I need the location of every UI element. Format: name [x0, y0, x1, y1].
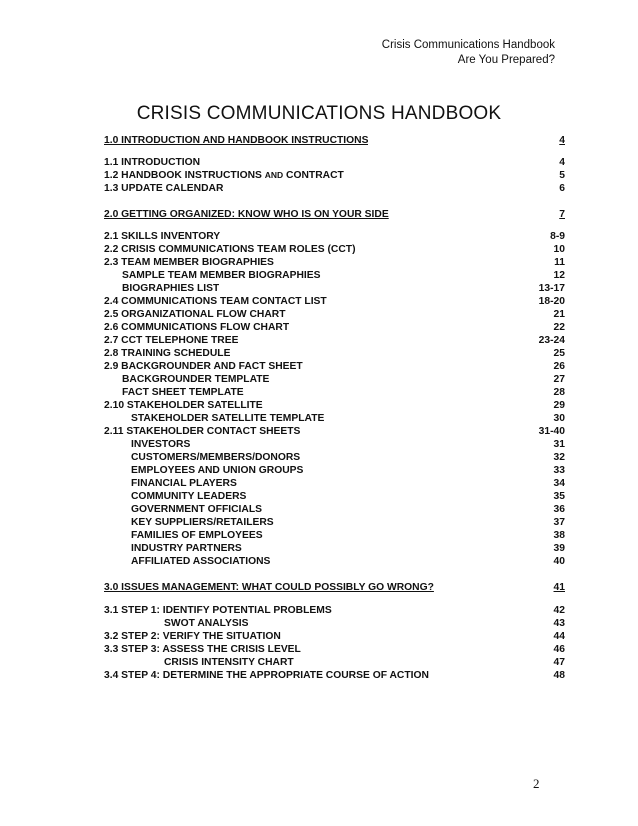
toc-entry[interactable]: 3.2 STEP 2: VERIFY THE SITUATION 44 [104, 631, 565, 642]
toc-entry[interactable]: KEY SUPPLIERS/RETAILERS 37 [131, 517, 565, 528]
toc-entry[interactable]: 2.5 ORGANIZATIONAL FLOW CHART 21 [104, 309, 565, 320]
toc-entry[interactable]: 1.3 UPDATE CALENDAR 6 [104, 183, 565, 194]
toc-entry[interactable]: COMMUNITY LEADERS 35 [131, 491, 565, 502]
toc-entry[interactable]: INDUSTRY PARTNERS 39 [131, 543, 565, 554]
toc-entry[interactable]: GOVERNMENT OFFICIALS 36 [131, 504, 565, 515]
toc-entry[interactable]: 2.2 CRISIS COMMUNICATIONS TEAM ROLES (CCT) 10 [104, 244, 565, 255]
header-subtitle: Are You Prepared? [457, 54, 555, 66]
running-header [382, 38, 555, 68]
page-number: 2 [533, 776, 540, 791]
toc-entry[interactable]: 2.1 SKILLS INVENTORY 8-9 [104, 231, 565, 242]
toc-entry[interactable]: 2.10 STAKEHOLDER SATELLITE 29 [104, 400, 565, 411]
toc-entry[interactable]: EMPLOYEES AND UNION GROUPS 33 [131, 465, 565, 476]
header-title: Crisis Communications Handbook [381, 39, 555, 51]
toc-section-2[interactable]: 2.0 GETTING ORGANIZED: KNOW WHO IS ON YOUR SIDE 7 [104, 209, 565, 220]
toc-entry[interactable]: CRISIS INTENSITY CHART 47 [164, 657, 565, 668]
toc-entry[interactable]: INVESTORS 31 [131, 439, 565, 450]
toc-entry[interactable]: SWOT ANALYSIS 43 [164, 618, 565, 629]
toc-entry[interactable]: BIOGRAPHIES LIST 13-17 [122, 283, 565, 294]
toc-label: 1.0 INTRODUCTION AND HANDBOOK INSTRUCTIONS [104, 135, 369, 146]
page-title: CRISIS COMMUNICATIONS HANDBOOK [136, 103, 502, 124]
toc-entry[interactable]: SAMPLE TEAM MEMBER BIOGRAPHIES 12 [122, 270, 565, 281]
toc-entry[interactable]: FAMILIES OF EMPLOYEES 38 [131, 530, 565, 541]
toc-entry[interactable]: STAKEHOLDER SATELLITE TEMPLATE 30 [131, 413, 565, 424]
toc-page: 4 [559, 135, 565, 146]
toc-section-1[interactable] [104, 134, 565, 147]
toc-entry[interactable]: FACT SHEET TEMPLATE 28 [122, 387, 565, 398]
toc-entry[interactable]: 3.1 STEP 1: IDENTIFY POTENTIAL PROBLEMS 42 [104, 605, 565, 616]
toc-entry[interactable]: 2.9 BACKGROUNDER AND FACT SHEET 26 [104, 361, 565, 372]
toc-entry[interactable]: AFFILIATED ASSOCIATIONS 40 [131, 556, 565, 567]
toc-entry[interactable]: 3.3 STEP 3: ASSESS THE CRISIS LEVEL 46 [104, 644, 565, 655]
toc-entry[interactable]: CUSTOMERS/MEMBERS/DONORS 32 [131, 452, 565, 463]
toc-entry[interactable]: 2.4 COMMUNICATIONS TEAM CONTACT LIST 18-20 [104, 296, 565, 307]
toc-entry[interactable]: FINANCIAL PLAYERS 34 [131, 478, 565, 489]
table-of-contents [104, 134, 565, 682]
toc-entry[interactable]: 2.6 COMMUNICATIONS FLOW CHART 22 [104, 322, 565, 333]
toc-entry[interactable]: 2.3 TEAM MEMBER BIOGRAPHIES 11 [104, 257, 565, 268]
toc-entry[interactable]: 1.1 INTRODUCTION 4 [104, 157, 565, 168]
toc-entry[interactable]: 2.8 TRAINING SCHEDULE 25 [104, 348, 565, 359]
toc-entry[interactable]: 2.7 CCT TELEPHONE TREE 23-24 [104, 335, 565, 346]
toc-entry[interactable]: 3.4 STEP 4: DETERMINE THE APPROPRIATE COURSE OF ACTION 48 [104, 670, 565, 681]
toc-entry[interactable]: 2.11 STAKEHOLDER CONTACT SHEETS 31-40 [104, 426, 565, 437]
toc-section-3[interactable]: 3.0 ISSUES MANAGEMENT: WHAT COULD POSSIBLY GO WRONG? 41 [104, 582, 565, 593]
toc-entry[interactable]: BACKGROUNDER TEMPLATE 27 [122, 374, 565, 385]
toc-entry[interactable]: 1.2 HANDBOOK INSTRUCTIONS AND CONTRACT 5 [104, 170, 565, 181]
